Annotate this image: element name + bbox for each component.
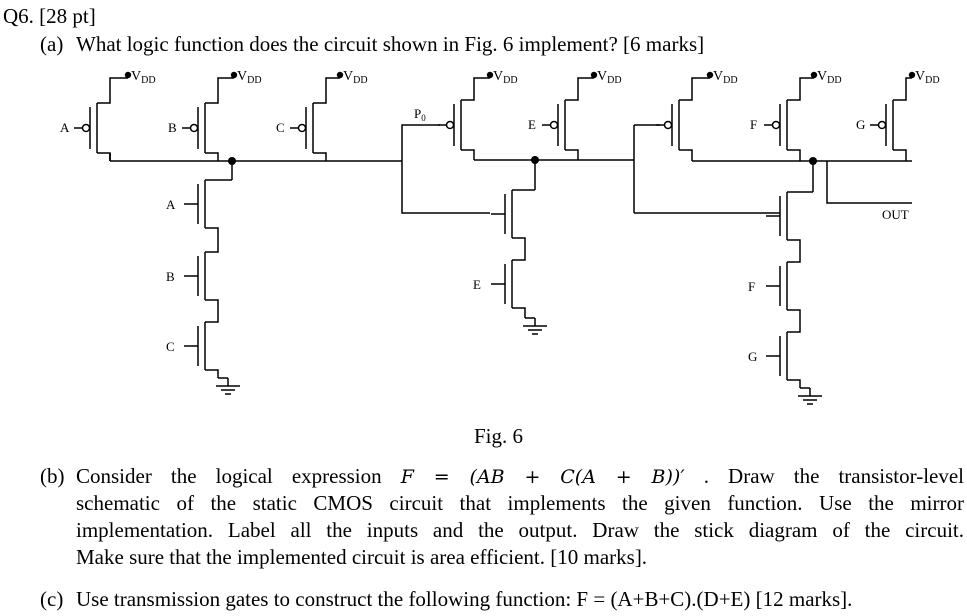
nmos-n2-source xyxy=(787,240,800,260)
pmos-f-to-vdd xyxy=(787,78,814,100)
vdd-4-label: $V_{DD}$ xyxy=(493,69,518,86)
nmos-f-drain xyxy=(787,260,800,262)
part-b-marker: (b) xyxy=(40,464,65,488)
vdd-2-label: $V_{DD}$ xyxy=(237,69,262,86)
vdd-3-label: $V_{DD}$ xyxy=(343,69,368,86)
nmos-b-drain xyxy=(205,250,218,252)
pmos-e-to-out xyxy=(565,150,578,160)
pmos-f-label: F xyxy=(750,117,758,132)
nmos-g-label: G xyxy=(748,349,758,364)
pmos-c-to-out xyxy=(313,153,326,161)
nmos-g-drain xyxy=(787,330,800,332)
out-wire xyxy=(827,161,912,203)
pmos-c-label: C xyxy=(276,120,285,135)
pmos-g-label: G xyxy=(856,117,866,132)
nmos-b-label: B xyxy=(166,269,175,284)
p0-label: $P_0$ xyxy=(414,106,426,123)
nmos-a-label: A xyxy=(166,197,176,212)
pmos-a-label: A xyxy=(60,120,70,135)
question-number: Q6. [28 pt] xyxy=(3,4,96,28)
pmos-f-to-out xyxy=(787,150,800,161)
nmos-c-drain xyxy=(205,320,218,322)
pmos-n2-bubble xyxy=(665,122,672,129)
part-c-marker: (c) xyxy=(40,587,64,611)
nmos-b-source xyxy=(205,300,218,320)
nmos-f-source xyxy=(787,310,800,330)
pmos-b-to-vdd xyxy=(205,78,234,103)
pmos-a-to-vdd xyxy=(97,78,128,103)
part-a-text: What logic function does the circuit shown in Fig. 6 implement? [6 marks] xyxy=(76,32,705,56)
figure-caption: Fig. 6 xyxy=(474,424,524,448)
pmos-e-bubble xyxy=(551,122,558,129)
part-b-text xyxy=(76,463,964,571)
part-c-text: Use transmission gates to construct the following function: F = (A+B+C).(D+E) [12 marks]. xyxy=(76,587,853,611)
vdd-5-label: $V_{DD}$ xyxy=(597,69,622,86)
pmos-n2-to-out xyxy=(679,150,692,161)
out-label: OUT xyxy=(882,207,909,222)
nmos-p0-source xyxy=(512,238,525,258)
vdd-8-label: $V_{DD}$ xyxy=(915,69,940,86)
circuit-figure xyxy=(0,58,967,478)
pmos-g-to-vdd xyxy=(893,78,912,100)
nmos-f-label: F xyxy=(748,279,756,294)
pmos-p0-bubble xyxy=(447,122,454,129)
part-b-line-3: implementation. Label all the inputs and the output. Draw the stick diagram of the circuit. xyxy=(76,518,964,542)
pmos-a-to-out xyxy=(97,153,110,161)
pmos-g-to-out xyxy=(893,150,906,161)
p0-wire xyxy=(402,125,440,161)
nmos-c-label: C xyxy=(166,339,175,354)
nmos-e-source xyxy=(512,308,525,318)
pmos-c-to-vdd xyxy=(313,78,340,103)
pmos-e-to-vdd xyxy=(565,78,594,100)
vdd-1-label: $V_{DD}$ xyxy=(131,69,156,86)
pmos-a-bubble xyxy=(83,125,90,132)
pmos-b-label: B xyxy=(168,120,177,135)
pmos-f-bubble xyxy=(773,122,780,129)
nmos-g-source xyxy=(787,380,800,388)
pmos-b-bubble xyxy=(191,125,198,132)
pmos-b-to-out xyxy=(205,153,218,161)
p0-nmos-gate-wire xyxy=(402,161,490,213)
part-a-marker: (a) xyxy=(40,32,64,56)
pmos-n2-to-vdd xyxy=(679,78,710,100)
pmos-p0-to-out xyxy=(461,150,474,160)
vdd-7-label: $V_{DD}$ xyxy=(817,69,842,86)
nmos-e-label: E xyxy=(473,277,481,292)
part-b-line-4: Make sure that the implemented circuit is area efficient. [10 marks]. xyxy=(76,545,648,569)
pmos-e-label: E xyxy=(528,117,536,132)
pmos-c-bubble xyxy=(299,125,306,132)
nmos-e-drain xyxy=(512,258,525,260)
pmos-g-bubble xyxy=(879,122,886,129)
nmos-c-source xyxy=(205,370,218,378)
pmos-p0-to-vdd xyxy=(461,78,490,100)
part-b-line-2: schematic of the static CMOS circuit that implements the given function. Use the mirror xyxy=(76,491,964,515)
nmos-a-source xyxy=(205,228,218,250)
expression: F = (AB + C(A + B))′ xyxy=(400,466,685,488)
vdd-6-label: $V_{DD}$ xyxy=(713,69,738,86)
part-b-line-1: Consider the logical expression F = (AB + C(A + B))′ . Draw the transistor-level xyxy=(76,464,965,488)
